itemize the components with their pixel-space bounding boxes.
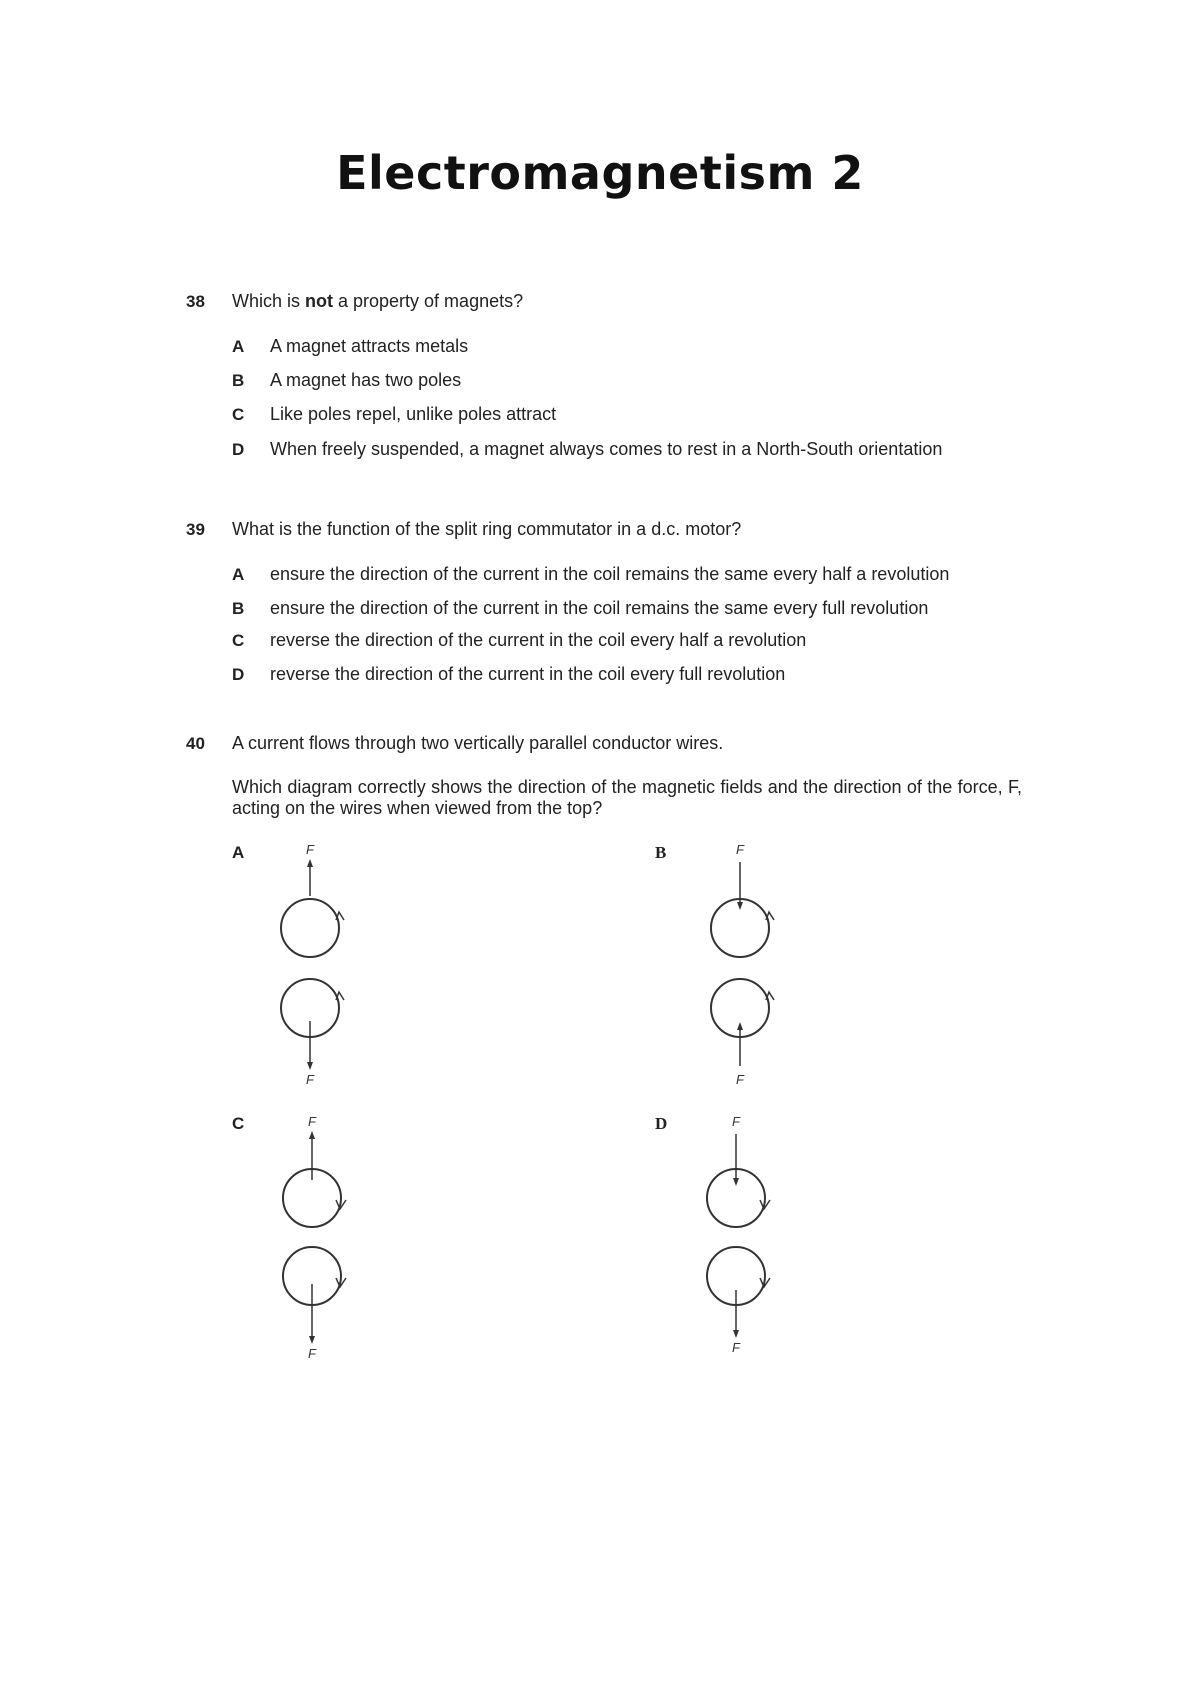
option-text: reverse the direction of the current in the coil every full revolution bbox=[270, 664, 786, 684]
diagram-d bbox=[696, 1112, 786, 1372]
field-arrow-bottom bbox=[766, 992, 774, 1000]
field-arrow-top bbox=[766, 912, 774, 920]
question-number: 39 bbox=[186, 520, 205, 539]
diagram-b bbox=[700, 840, 790, 1100]
question-prompt: A current flows through two vertically parallel conductor wires. bbox=[232, 733, 724, 753]
question-number: 40 bbox=[186, 734, 205, 753]
diagram-letter-a: A bbox=[232, 843, 245, 862]
diagram-letter-d: D bbox=[655, 1114, 668, 1133]
option-text: A magnet has two poles bbox=[270, 370, 462, 390]
option-text: ensure the direction of the current in the coil remains the same every half a revolution bbox=[270, 564, 950, 584]
question-prompt: What is the function of the split ring commutator in a d.c. motor? bbox=[232, 519, 742, 539]
option-letter: B bbox=[232, 599, 245, 618]
option-letter: D bbox=[232, 440, 245, 459]
field-loop-top bbox=[281, 899, 339, 957]
option-text: Like poles repel, unlike poles attract bbox=[270, 404, 557, 424]
page-title: Electromagnetism 2 bbox=[336, 146, 864, 200]
force-label: F bbox=[732, 1114, 740, 1129]
diagram-c bbox=[272, 1112, 362, 1372]
question-stem: Which diagram correctly shows the direction of the magnetic fields and the direction of the force, F, acting on the wires when viewed from the top? bbox=[232, 777, 1022, 818]
option-letter: A bbox=[232, 337, 245, 356]
force-label: F bbox=[736, 842, 744, 857]
option-letter: A bbox=[232, 565, 245, 584]
field-loop-top bbox=[711, 899, 769, 957]
diagram-a bbox=[270, 840, 360, 1100]
force-label: F bbox=[732, 1340, 740, 1355]
force-label: F bbox=[308, 1346, 316, 1361]
option-letter: C bbox=[232, 405, 245, 424]
option-text: reverse the direction of the current in the coil every half a revolution bbox=[270, 630, 807, 650]
question-prompt: Which is not a property of magnets? bbox=[232, 291, 524, 311]
force-label: F bbox=[306, 1072, 314, 1087]
field-arrow-bottom bbox=[336, 992, 344, 1000]
option-text: When freely suspended, a magnet always comes to rest in a North-South orientation bbox=[270, 439, 943, 459]
force-label: F bbox=[308, 1114, 316, 1129]
option-letter: D bbox=[232, 665, 245, 684]
force-label: F bbox=[736, 1072, 744, 1087]
option-letter: B bbox=[232, 371, 245, 390]
option-text: ensure the direction of the current in the coil remains the same every full revolution bbox=[270, 598, 929, 618]
diagram-letter-b: B bbox=[655, 843, 667, 862]
option-letter: C bbox=[232, 631, 245, 650]
force-label: F bbox=[306, 842, 314, 857]
option-text: A magnet attracts metals bbox=[270, 336, 469, 356]
field-arrow-top bbox=[336, 912, 344, 920]
question-number: 38 bbox=[186, 292, 205, 311]
diagram-letter-c: C bbox=[232, 1114, 245, 1133]
